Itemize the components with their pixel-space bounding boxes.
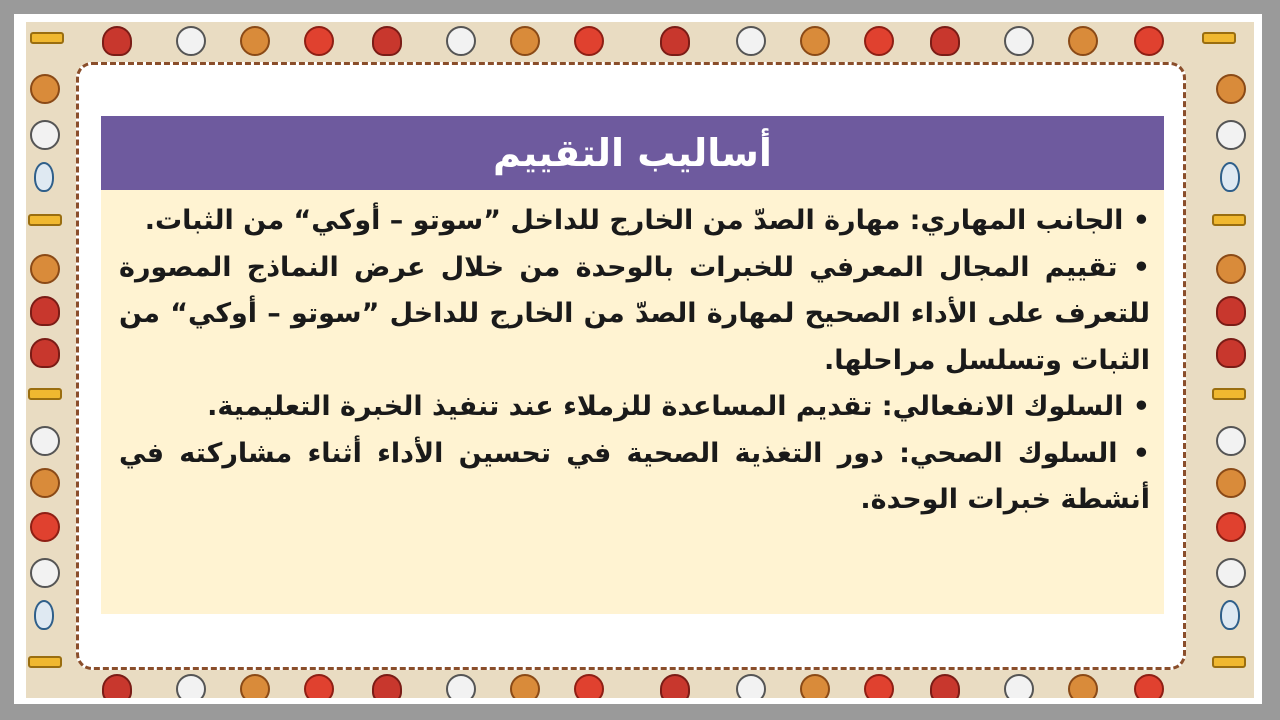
soccer-ball-icon <box>736 674 766 698</box>
soccer-ball-icon <box>1004 674 1034 698</box>
bullet-skill-aspect: • الجانب المهاري: مهارة الصدّ من الخارج للداخل ”سوتو – أوكي“ من الثبات. <box>144 205 1150 236</box>
soccer-ball-icon <box>1216 120 1246 150</box>
basketball-icon <box>1216 74 1246 104</box>
football-helmet-icon <box>30 296 60 326</box>
bullet-emotional-behavior: • السلوك الانفعالي: تقديم المساعدة للزملاء عند تنفيذ الخبرة التعليمية. <box>207 391 1150 422</box>
football-helmet-icon <box>102 26 132 56</box>
ping-pong-paddle-icon <box>864 26 894 56</box>
bullet-panel <box>101 190 1164 614</box>
football-helmet-icon <box>30 338 60 368</box>
ping-pong-paddle-icon <box>304 674 334 698</box>
dumbbell-icon <box>30 32 64 44</box>
dumbbell-icon <box>1212 388 1246 400</box>
ping-pong-paddle-icon <box>304 26 334 56</box>
dumbbell-icon <box>1212 656 1246 668</box>
dumbbell-icon <box>28 388 62 400</box>
bullet-health-behavior: • السلوك الصحي: دور التغذية الصحية في تحسين الأداء أثناء مشاركته في أنشطة خبرات الوحدة. <box>119 437 1150 515</box>
tennis-racket-icon <box>34 162 54 192</box>
ping-pong-paddle-icon <box>1134 26 1164 56</box>
football-helmet-icon <box>660 26 690 56</box>
soccer-ball-icon <box>176 674 206 698</box>
slide-title: أساليب التقييم <box>493 131 772 175</box>
football-helmet-icon <box>1216 338 1246 368</box>
soccer-ball-icon <box>30 558 60 588</box>
tennis-racket-icon <box>1220 600 1240 630</box>
ping-pong-paddle-icon <box>574 674 604 698</box>
dumbbell-icon <box>1212 214 1246 226</box>
basketball-icon <box>30 74 60 104</box>
football-helmet-icon <box>102 674 132 698</box>
basketball-icon <box>30 254 60 284</box>
football-helmet-icon <box>930 674 960 698</box>
soccer-ball-icon <box>1216 426 1246 456</box>
basketball-icon <box>240 674 270 698</box>
ping-pong-paddle-icon <box>30 512 60 542</box>
soccer-ball-icon <box>30 120 60 150</box>
soccer-ball-icon <box>30 426 60 456</box>
soccer-ball-icon <box>446 26 476 56</box>
football-helmet-icon <box>372 26 402 56</box>
ping-pong-paddle-icon <box>1134 674 1164 698</box>
soccer-ball-icon <box>446 674 476 698</box>
bullet-list <box>119 198 1150 524</box>
football-helmet-icon <box>372 674 402 698</box>
bullet-cognitive-assessment: • تقييم المجال المعرفي للخبرات بالوحدة من خلال عرض النماذج المصورة للتعرف على الأداء الصحيح لمهارة الصدّ من الخارج للداخل ”سوتو – أوكي“ من الثبات وتسلسل مراحلها. <box>119 251 1150 376</box>
football-helmet-icon <box>930 26 960 56</box>
basketball-icon <box>1216 468 1246 498</box>
tennis-racket-icon <box>1220 162 1240 192</box>
basketball-icon <box>510 26 540 56</box>
basketball-icon <box>1068 674 1098 698</box>
soccer-ball-icon <box>176 26 206 56</box>
soccer-ball-icon <box>1216 558 1246 588</box>
dumbbell-icon <box>28 656 62 668</box>
tennis-racket-icon <box>34 600 54 630</box>
ping-pong-paddle-icon <box>574 26 604 56</box>
soccer-ball-icon <box>1004 26 1034 56</box>
dumbbell-icon <box>1202 32 1236 44</box>
title-bar <box>101 116 1164 190</box>
basketball-icon <box>800 26 830 56</box>
football-helmet-icon <box>1216 296 1246 326</box>
soccer-ball-icon <box>736 26 766 56</box>
basketball-icon <box>510 674 540 698</box>
basketball-icon <box>240 26 270 56</box>
basketball-icon <box>30 468 60 498</box>
basketball-icon <box>800 674 830 698</box>
ping-pong-paddle-icon <box>1216 512 1246 542</box>
basketball-icon <box>1216 254 1246 284</box>
dumbbell-icon <box>28 214 62 226</box>
basketball-icon <box>1068 26 1098 56</box>
football-helmet-icon <box>660 674 690 698</box>
ping-pong-paddle-icon <box>864 674 894 698</box>
